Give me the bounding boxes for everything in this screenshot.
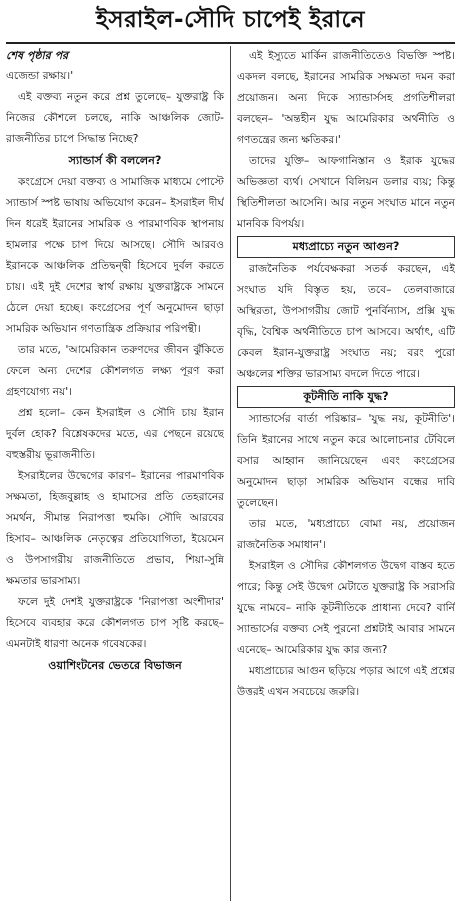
paragraph: ফলে দুই দেশই যুক্তরাষ্ট্রকে 'নিরাপত্তা অংশীদার' হিসেবে ব্যবহার করে কৌশলগত চাপ সৃষ্টি করছে– এমনটাই ধারণা অনেক গবেষকের। (6, 596, 224, 650)
paragraph: ইসরাইলের উদ্বেগের কারণ– ইরানের পারমাণবিক সক্ষমতা, হিজবুল্লাহ ও হামাসের প্রতি তেহরানের সমর্থন, সীমান্ত নিরাপত্তা হুমকি। সৌদি আরবের হিসাব– আঞ্চলিক নেতৃত্বের প্রতিযোগিতা, ইয়েমেন ও উপসাগরীয় রাজনীতিতে প্রভাব, শিয়া-সুন্নি ক্ষমতার ভারসাম্য। (6, 470, 224, 587)
paragraph: এই বক্তব্য নতুন করে প্রশ্ন তুলেছে– যুক্তরাষ্ট্র কি নিজের কৌশলে চলছে, নাকি আঞ্চলিক জোট-রাজনীতির চাপে সিদ্ধান্ত নিচ্ছে? (6, 91, 224, 145)
headline-rule (6, 42, 455, 44)
paragraph: তাদের যুক্তি– আফগানিস্তান ও ইরাক যুদ্ধের অভিজ্ঞতা ব্যর্থ। সেখানে বিলিয়ন ডলার ব্যয়; কিন্তু স্থিতিশীলতা আসেনি। আর নতুন সংঘাত মানে নতুন মানবিক বিপর্যয়। (237, 155, 455, 230)
column-divider (230, 46, 231, 901)
paragraph: তার মতে, 'আমেরিকান তরুণদের জীবন ঝুঁকিতে ফেলে অন্য দেশের কৌশলগত লক্ষ্য পূরণ করা গ্রহণযোগ্য নয়'। (6, 344, 224, 398)
paragraph: কংগ্রেসে দেয়া বক্তব্য ও সামাজিক মাধ্যমে পোস্টে স্যান্ডার্স স্পষ্ট ভাষায় অভিযোগ করেন– ইসরাইল দীর্ঘ দিন ধরেই ইরানের সামরিক ও পারমাণবিক স্থাপনায় হামলার পক্ষে চাপ দিয়ে আসছে। সৌদি আরবও ইরানকে আঞ্চলিক প্রতিদ্বন্দ্বী হিসেবে দুর্বল করতে চায়। এই দুই দেশের স্বার্থ রক্ষায় যুক্তরাষ্ট্রকে সামনে ঠেলে দেয়া হচ্ছে। কংগ্রেসের পূর্ণ অনুমোদন ছাড়া সামরিক অভিযান গণতান্ত্রিক প্রক্রিয়ার পরিপন্থী। (6, 176, 224, 335)
left-column (6, 46, 224, 903)
subheading: ওয়াশিংটনের ভেতরে বিভাজন (48, 659, 182, 672)
subheading: স্যান্ডার্স কী বললেন? (68, 154, 162, 167)
paragraph: তার মতে, 'মধ্যপ্রাচ্যে বোমা নয়, প্রয়োজন রাজনৈতিক সমাধান'। (237, 518, 455, 551)
subheading: মধ্যপ্রাচ্যে নতুন আগুন? (237, 236, 455, 258)
paragraph: প্রশ্ন হলো– কেন ইসরাইল ও সৌদি চায় ইরান দুর্বল হোক? বিশ্লেষকদের মতে, এর পেছনে রয়েছে বহুস্তরীয় ভূরাজনীতি। (6, 407, 224, 461)
paragraph: রাজনৈতিক পর্যবেক্ষকরা সতর্ক করছেন, এই সংঘাত যদি বিস্তৃত হয়, তবে– তেলবাজারে অস্থিরতা, উপসাগরীয় জোট পুনর্বিন্যাস, প্রক্সি যুদ্ধ বৃদ্ধি, বৈশ্বিক অর্থনীতিতে চাপ আসবে। অর্থাৎ, এটি কেবল ইরান-যুক্তরাষ্ট্র সংঘাত নয়; বরং পুরো অঞ্চলের শক্তির ভারসাম্য বদলে দিতে পারে। (237, 263, 455, 380)
paragraph: স্যান্ডার্সের বার্তা পরিষ্কার– 'যুদ্ধ নয়, কূটনীতি'। তিনি ইরানের সাথে নতুন করে আলোচনার টেবিলে বসার আহ্বান জানিয়েছেন এবং কংগ্রেসের অনুমোদন ছাড়া সামরিক অভিযান বন্ধের দাবি তুলেছেন। (237, 413, 455, 509)
paragraph: মধ্যপ্রাচ্যের আগুন ছড়িয়ে পড়ার আগে এই প্রশ্নের উত্তরই এখন সবচেয়ে জরুরি। (237, 665, 455, 698)
paragraph: এই ইস্যুতে মার্কিন রাজনীতিতেও বিভক্তি স্পষ্ট। একদল বলছে, ইরানের সামরিক সক্ষমতা দমন করা প্রয়োজন। অন্য দিকে স্যান্ডার্সসহ প্রগতিশীলরা বলছেন– 'অন্তহীন যুদ্ধ আমেরিকার অর্থনীতি ও গণতন্ত্রের জন্য ক্ষতিকর।' (237, 50, 455, 146)
continued-from-label: শেষ পৃষ্ঠার পর (6, 49, 69, 62)
headline: ইসরাইল-সৌদি চাপেই ইরানে (95, 7, 366, 33)
right-column (237, 46, 455, 903)
subheading: কূটনীতি নাকি যুদ্ধ? (237, 386, 455, 408)
paragraph: ইসরাইল ও সৌদির কৌশলগত উদ্বেগ বাস্তব হতে পারে; কিন্তু সেই উদ্বেগ মেটাতে যুক্তরাষ্ট্র কি সরাসরি যুদ্ধে নামবে– নাকি কূটনীতিকে প্রাধান্য দেবে? বার্নি স্যান্ডার্সের বক্তব্য সেই পুরনো প্রশ্নটাই আবার সামনে এনেছে– আমেরিকার যুদ্ধ কার জন্য? (237, 560, 455, 656)
paragraph: এজেন্ডা রক্ষায়।' (6, 70, 74, 82)
